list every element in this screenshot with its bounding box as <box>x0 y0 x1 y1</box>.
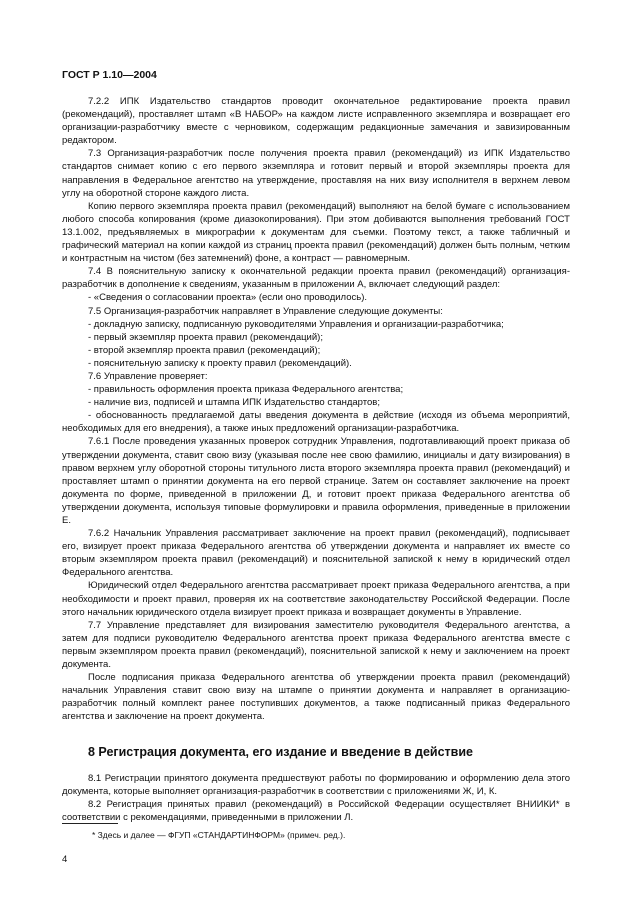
list-item: - правильность оформления проекта приказа Федерального агентства; <box>88 384 404 396</box>
document-body <box>62 95 570 824</box>
document-header: ГОСТ Р 1.10—2004 <box>62 69 157 81</box>
paragraph-7-5: 7.5 Организация-разработчик направляет в Управление следующие документы: <box>88 305 443 317</box>
page-number: 4 <box>62 854 68 865</box>
paragraph-7-7: 7.7 Управление представляет для визирования заместителю руководителя Федерального агентства, а затем для подписи руководителю Федерального агентства проект приказа Федерального агентства вместе с первым экземпляром проекта правил (рекомендаций), пояснительной запиской к нему и заключением на проект документа. <box>62 619 570 671</box>
paragraph-7-6: 7.6 Управление проверяет: <box>88 370 208 382</box>
list-item: - второй экземпляр проекта правил (рекомендаций); <box>88 344 321 356</box>
paragraph-7-4: 7.4 В пояснительную записку к окончательной редакции проекта правил (рекомендаций) организация-разработчик в дополнение к сведениям, указанным в приложении А, включает следующий раздел: <box>62 266 570 291</box>
paragraph-after-signing: После подписания приказа Федерального агентства об утверждении проекта правил (рекомендаций) начальник Управления ставит свою визу на штампе о принятии документа и направляет в организацию-разработчик полный комплект ранее поступивших документов, а также подписанный приказ Федерального агентства и заключение на проект документа. <box>62 672 570 723</box>
paragraph-7-6-2: 7.6.2 Начальник Управления рассматривает заключение на проект правил (рекомендаций), подписывает его, визирует проект приказа Федерального агентства об утверждении документа и направляет их вместе со вторым экземпляром проекта правил (рекомендаций) и пояснительной запиской к нему в юридический отдел Федерального агентства. <box>62 528 570 579</box>
paragraph-7-3: 7.3 Организация-разработчик после получения проекта правил (рекомендаций) из ИПК Издательство стандартов снимает копию с его первого экземпляра и готовит первый и второй экземпляры проекта для направления в Федеральное агентство на утверждение, проставляя на них визу исполнителя в верхнем левом углу на оборотной стороне каждого листа. <box>62 148 570 199</box>
list-item: - «Сведения о согласовании проекта» (если оно проводилось). <box>88 292 367 304</box>
list-item: - докладную записку, подписанную руководителями Управления и организации-разработчика; <box>88 318 504 330</box>
list-item: - пояснительную записку к проекту правил (рекомендаций). <box>88 357 352 369</box>
paragraph-8-2: 8.2 Регистрация принятых правил (рекомендаций) в Российской Федерации осуществляет ВНИИКИ* в соответствии с рекомендациями, приведенными в приложении Л. <box>62 798 570 823</box>
paragraph-copy-requirements: Копию первого экземпляра проекта правил (рекомендаций) выполняют на белой бумаге с использованием любого способа копирования (кроме диазокопирования). При этом добиваются выполнения требований ГОСТ 13.1.002, предъявляемых в микрографии к документам для съемки. Поэтому текст, а также табличный и графический материал на копии каждой из страниц проекта правил (рекомендаций) должен быть полным, четким и контрастным на чистом (без затемнений) фоне, а контраст — равномерным. <box>62 200 570 265</box>
footnote: * Здесь и далее — ФГУП «СТАНДАРТИНФОРМ» (примеч. ред.). <box>92 830 346 840</box>
list-item: - первый экземпляр проекта правил (рекомендаций); <box>88 331 323 343</box>
list-item: - обоснованность предлагаемой даты введения документа в действие (исходя из объема мероприятий, необходимых для его внедрения), а также иных предложений организации-разработчика. <box>62 410 570 435</box>
paragraph-7-6-1: 7.6.1 После проведения указанных проверок сотрудник Управления, подготавливающий проект приказа об утверждении документа, ставит свою визу (указывая после нее свою фамилию, инициалы и дату визирования) в правом верхнем углу оборотной стороны титульного листа второго экземпляра проекта правил (рекомендаций) и проставляет штамп о принятии документа на его первой странице. Затем он составляет заключение на проект документа по форме, приведенной в приложении Д, и готовит проект приказа Федерального агентства об утверждении документа, используя типовые формулировки и правила оформления, приведенные в приложении Е. <box>62 436 570 526</box>
section-8-heading: 8 Регистрация документа, его издание и введение в действие <box>88 744 473 759</box>
list-item: - наличие виз, подписей и штампа ИПК Издательство стандартов; <box>88 397 380 409</box>
footnote-divider <box>62 823 118 824</box>
paragraph-7-2-2: 7.2.2 ИПК Издательство стандартов проводит окончательное редактирование проекта правил (рекомендаций), проставляет штамп «В НАБОР» на каждом листе исправленного экземпляра и возвращает его организации-разработчику вместе с черновиком, содержащим редакционные замечания и завизированным редактором. <box>62 96 570 147</box>
paragraph-8-1: 8.1 Регистрации принятого документа предшествуют работы по формированию и оформлению дела этого документа, которые выполняет организация-разработчик в соответствии с приложениями Ж, И, К. <box>62 772 570 797</box>
paragraph-legal-department: Юридический отдел Федерального агентства рассматривает проект приказа Федерального агентства, а при необходимости и проект правил, проверяя их на соответствие законодательству Российской Федерации. После этого начальник юридического отдела визирует проект приказа и возвращает документы в Управление. <box>62 580 570 618</box>
